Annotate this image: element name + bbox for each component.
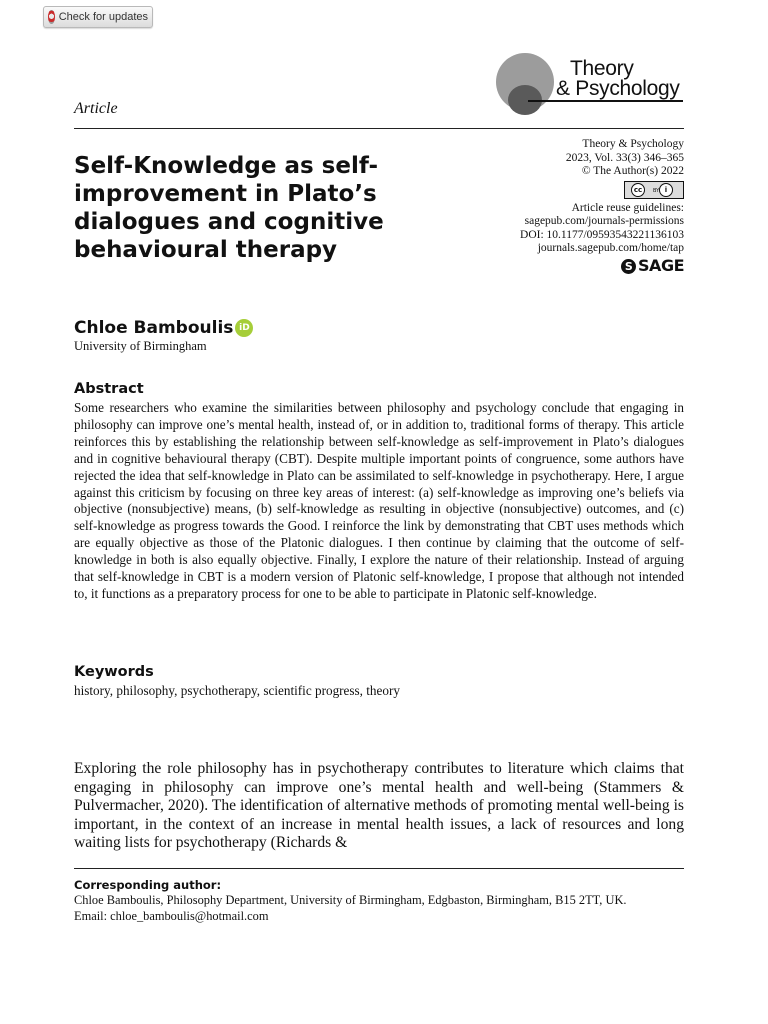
meta-doi-link[interactable]: DOI: 10.1177/09593543221136103 bbox=[520, 228, 684, 241]
header-divider bbox=[74, 128, 684, 129]
meta-copyright: © The Author(s) 2022 bbox=[581, 165, 684, 177]
journal-logo-rule bbox=[528, 100, 683, 102]
meta-journal: Theory & Psychology bbox=[582, 138, 684, 150]
keywords-list: history, philosophy, psychotherapy, scientific progress, theory bbox=[74, 683, 400, 698]
sage-logo bbox=[621, 256, 684, 276]
check-for-updates-button[interactable] bbox=[43, 6, 153, 28]
author-name: Chloe Bamboulis bbox=[74, 318, 234, 338]
meta-homepage-link[interactable]: journals.sagepub.com/home/tap bbox=[537, 242, 684, 254]
meta-volume: 2023, Vol. 33(3) 346–365 bbox=[565, 151, 684, 164]
body-paragraph: Exploring the role philosophy has in psychotherapy contributes to literature which claims that engaging in philosophy can improve one’s mental health and well-being (Stammers & Pulvermacher, 2020). The identification of alternative methods of promoting mental well-being is important, in the context of an increase in mental health issues, a lack of resources and long waiting lists for psychotherapy (Richards & bbox=[74, 760, 684, 852]
sage-icon: S bbox=[621, 259, 636, 274]
abstract-text: Some researchers who examine the similarities between philosophy and psychology conclude that engaging in philosophy can improve one’s mental health, instead of, or in addition to, traditional forms of therapy. This article reinforces this by establishing the relationship between self-knowledge as self-improvement in Plato’s dialogues and in cognitive behavioural therapy (CBT). Despite multiple important points of congruence, some authors have rejected the idea that self-knowledge in Plato can be assimilated to self-knowledge in psychotherapy. Here, I argue against this criticism by focusing on three key areas of interest: (a) self-knowledge as improving one’s beliefs via objective (nonsubjective) means, (b) self-knowledge as resulting in objective (nonsubjective) outcomes, and (c) self-knowledge as progress towards the Good. I reinforce the link by demonstrating that CBT uses methods which are equally objective as those of the Platonic dialogues. I then continue by claiming that the outcome of self-knowledge in both is also equally objective. Finally, I explore the nature of their relationship. Instead of arguing that self-knowledge in CBT is a modern version of Platonic self-knowledge, I propose that although not intended to, it functions as a preparatory process for one to be able to participate in Platonic self-knowledge. bbox=[74, 400, 684, 601]
crossmark-icon bbox=[48, 10, 55, 24]
author-line bbox=[74, 318, 253, 338]
journal-logo-line1: Theory bbox=[570, 57, 634, 80]
corresponding-author-address: Chloe Bamboulis, Philosophy Department, University of Birmingham, Edgbaston, Birmingham, B15 2TT, UK. bbox=[74, 893, 627, 907]
corresponding-author-heading: Corresponding author: bbox=[74, 878, 222, 892]
corresponding-author-details bbox=[74, 893, 626, 924]
sage-label: SAGE bbox=[638, 256, 684, 276]
corresponding-author-email[interactable]: Email: chloe_bamboulis@hotmail.com bbox=[74, 908, 269, 923]
article-type: Article bbox=[74, 100, 118, 117]
keywords-heading: Keywords bbox=[74, 664, 154, 680]
abstract-heading: Abstract bbox=[74, 381, 144, 397]
footnote-divider bbox=[74, 868, 684, 869]
article-title: Self-Knowledge as self-improvement in Plato’s dialogues and cognitive behavioural therapy bbox=[74, 153, 384, 263]
article-metadata bbox=[424, 138, 684, 274]
author-affiliation: University of Birmingham bbox=[74, 339, 207, 353]
journal-logo-line2: & Psychology bbox=[556, 77, 680, 100]
meta-permissions-link[interactable]: sagepub.com/journals-permissions bbox=[524, 215, 684, 227]
meta-reuse: Article reuse guidelines: bbox=[571, 201, 684, 214]
orcid-icon[interactable]: iD bbox=[235, 319, 253, 337]
cc-by-icon[interactable]: cc BY i bbox=[624, 181, 684, 199]
check-for-updates-label: Check for updates bbox=[58, 11, 148, 23]
